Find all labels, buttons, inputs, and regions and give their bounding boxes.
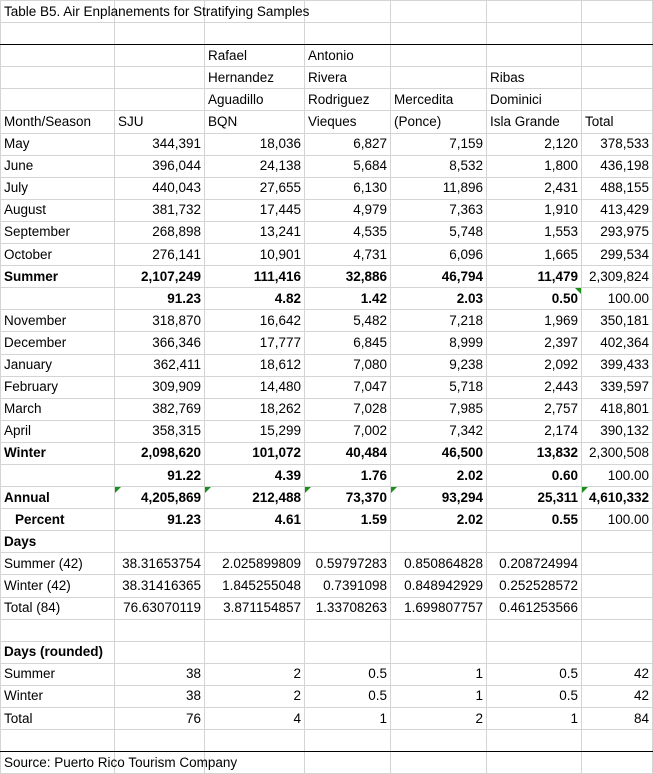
table-cell[interactable] xyxy=(1,619,115,641)
table-cell[interactable]: 7,159 xyxy=(391,133,487,155)
table-cell[interactable]: 7,218 xyxy=(391,310,487,332)
table-cell[interactable]: 1 xyxy=(487,708,582,730)
cell-value: 93,294 xyxy=(441,489,483,505)
formula-warning-marker xyxy=(575,288,581,294)
table-cell[interactable]: Total (84) xyxy=(1,597,115,619)
table-cell[interactable]: September xyxy=(1,221,115,243)
table-cell[interactable]: 2 xyxy=(205,685,305,707)
table-cell[interactable]: Source: Puerto Rico Tourism Company xyxy=(1,752,115,774)
table-cell[interactable] xyxy=(582,641,653,663)
table-cell[interactable] xyxy=(582,531,653,553)
table-cell[interactable]: 2,107,249 xyxy=(115,266,205,288)
table-cell[interactable]: 14,480 xyxy=(205,376,305,398)
table-cell[interactable]: 2.025899809 xyxy=(205,553,305,575)
table-cell[interactable] xyxy=(115,752,205,774)
table-cell[interactable]: 2,431 xyxy=(487,177,582,199)
table-cell[interactable]: Dominici xyxy=(487,89,582,111)
table-cell[interactable]: 2,443 xyxy=(487,376,582,398)
table-cell[interactable] xyxy=(487,1,582,23)
table-cell[interactable]: 32,886 xyxy=(305,266,391,288)
table-cell[interactable]: 5,482 xyxy=(305,310,391,332)
table-cell[interactable] xyxy=(305,1,391,23)
rule-row xyxy=(1,23,653,45)
table-cell[interactable] xyxy=(391,531,487,553)
table-cell[interactable]: 4,535 xyxy=(305,221,391,243)
table-cell[interactable]: May xyxy=(1,133,115,155)
table-cell[interactable]: 1,800 xyxy=(487,155,582,177)
table-cell[interactable] xyxy=(582,752,653,774)
table-cell[interactable]: Aguadillo xyxy=(205,89,305,111)
table-cell[interactable]: 344,391 xyxy=(115,133,205,155)
table-cell[interactable] xyxy=(582,730,653,752)
table-cell[interactable]: January xyxy=(1,354,115,376)
table-cell[interactable]: Rafael xyxy=(205,45,305,67)
table-row xyxy=(1,376,653,398)
table-cell[interactable] xyxy=(391,23,487,45)
table-cell[interactable]: 46,500 xyxy=(391,442,487,464)
winter-total-row xyxy=(1,442,653,464)
table-cell[interactable]: 299,534 xyxy=(582,244,653,266)
table-cell[interactable]: Antonio xyxy=(305,45,391,67)
table-cell[interactable] xyxy=(205,487,305,509)
table-cell[interactable]: 0.5 xyxy=(305,685,391,707)
table-cell[interactable]: 42 xyxy=(582,663,653,685)
source-row xyxy=(1,752,653,774)
table-cell[interactable]: 1 xyxy=(391,663,487,685)
table-cell[interactable] xyxy=(305,531,391,553)
table-cell[interactable] xyxy=(391,45,487,67)
table-cell[interactable]: 100.00 xyxy=(582,509,653,531)
table-cell[interactable] xyxy=(582,597,653,619)
table-cell[interactable] xyxy=(582,487,653,509)
table-row xyxy=(1,553,653,575)
table-cell[interactable]: Summer xyxy=(1,663,115,685)
table-cell[interactable]: 40,484 xyxy=(305,442,391,464)
table-cell[interactable]: 268,898 xyxy=(115,221,205,243)
table-cell[interactable]: October xyxy=(1,244,115,266)
table-cell[interactable] xyxy=(1,730,115,752)
table-cell[interactable]: 5,748 xyxy=(391,221,487,243)
cell-value: 73,370 xyxy=(345,489,387,505)
table-cell[interactable] xyxy=(305,23,391,45)
table-cell[interactable]: 91.22 xyxy=(115,464,205,486)
table-cell[interactable]: 6,130 xyxy=(305,177,391,199)
table-cell[interactable]: 0.7391098 xyxy=(305,575,391,597)
table-cell[interactable]: 8,999 xyxy=(391,332,487,354)
table-cell[interactable]: 0.55 xyxy=(487,509,582,531)
table-cell[interactable]: 390,132 xyxy=(582,420,653,442)
cell-value: 212,488 xyxy=(252,489,301,505)
table-cell[interactable] xyxy=(391,487,487,509)
table-cell[interactable]: Days xyxy=(1,531,115,553)
table-cell[interactable]: 16,642 xyxy=(205,310,305,332)
table-cell[interactable]: 276,141 xyxy=(115,244,205,266)
table-cell[interactable]: 6,096 xyxy=(391,244,487,266)
table-cell[interactable]: 91.23 xyxy=(115,288,205,310)
table-row xyxy=(1,398,653,420)
spacer-row xyxy=(1,619,653,641)
table-cell[interactable]: 318,870 xyxy=(115,310,205,332)
table-cell[interactable]: Month/Season xyxy=(1,111,115,133)
table-cell[interactable]: 1,553 xyxy=(487,221,582,243)
table-cell[interactable]: Table B5. Air Enplanements for Stratifying Samples xyxy=(1,1,115,23)
table-cell[interactable]: Vieques xyxy=(305,111,391,133)
table-row xyxy=(1,221,653,243)
header-row xyxy=(1,89,653,111)
table-cell[interactable]: 2,309,824 xyxy=(582,266,653,288)
table-cell[interactable]: 5,718 xyxy=(391,376,487,398)
table-cell[interactable] xyxy=(1,89,115,111)
table-cell[interactable]: 13,832 xyxy=(487,442,582,464)
table-cell[interactable]: 9,238 xyxy=(391,354,487,376)
table-cell[interactable]: 0.461253566 xyxy=(487,597,582,619)
table-cell[interactable]: 6,845 xyxy=(305,332,391,354)
table-cell[interactable]: 1.76 xyxy=(305,464,391,486)
table-cell[interactable]: 0.59797283 xyxy=(305,553,391,575)
table-cell[interactable]: 1.33708263 xyxy=(305,597,391,619)
table-cell[interactable]: February xyxy=(1,376,115,398)
formula-warning-marker xyxy=(582,487,588,493)
table-cell[interactable]: Summer xyxy=(1,266,115,288)
table-cell[interactable]: 76 xyxy=(115,708,205,730)
table-cell[interactable] xyxy=(391,752,487,774)
table-row xyxy=(1,354,653,376)
table-cell[interactable]: 10,901 xyxy=(205,244,305,266)
table-cell[interactable] xyxy=(582,1,653,23)
table-cell[interactable]: 0.252528572 xyxy=(487,575,582,597)
table-cell[interactable]: Hernandez xyxy=(205,67,305,89)
table-cell[interactable]: Days (rounded) xyxy=(1,641,115,663)
header-row xyxy=(1,45,653,67)
table-cell[interactable]: 1,910 xyxy=(487,199,582,221)
table-cell[interactable]: 38.31653754 xyxy=(115,553,205,575)
table-cell[interactable]: 42 xyxy=(582,685,653,707)
table-cell[interactable]: Ribas xyxy=(487,67,582,89)
table-cell[interactable]: 46,794 xyxy=(391,266,487,288)
table-cell[interactable] xyxy=(305,641,391,663)
header-row xyxy=(1,67,653,89)
table-cell[interactable]: 38 xyxy=(115,663,205,685)
table-cell[interactable] xyxy=(205,641,305,663)
table-cell[interactable]: 378,533 xyxy=(582,133,653,155)
table-cell[interactable] xyxy=(305,730,391,752)
table-row xyxy=(1,310,653,332)
table-cell[interactable]: 7,342 xyxy=(391,420,487,442)
table-cell[interactable] xyxy=(582,619,653,641)
table-cell[interactable]: 2 xyxy=(205,663,305,685)
table-cell[interactable] xyxy=(487,619,582,641)
table-cell[interactable] xyxy=(391,619,487,641)
table-cell[interactable] xyxy=(115,619,205,641)
table-cell[interactable] xyxy=(1,67,115,89)
table-cell[interactable] xyxy=(487,45,582,67)
table-cell[interactable]: 5,684 xyxy=(305,155,391,177)
table-cell[interactable]: 488,155 xyxy=(582,177,653,199)
table-cell[interactable] xyxy=(115,730,205,752)
table-cell[interactable] xyxy=(115,641,205,663)
table-cell[interactable] xyxy=(582,89,653,111)
annual-row xyxy=(1,487,653,509)
table-cell[interactable]: 381,732 xyxy=(115,199,205,221)
table-cell[interactable]: April xyxy=(1,420,115,442)
table-cell[interactable]: 18,262 xyxy=(205,398,305,420)
table-cell[interactable]: Total xyxy=(1,708,115,730)
table-row xyxy=(1,597,653,619)
table-cell[interactable] xyxy=(115,1,205,23)
days-heading-row xyxy=(1,531,653,553)
table-cell[interactable]: 7,002 xyxy=(305,420,391,442)
table-cell[interactable]: 111,416 xyxy=(205,266,305,288)
table-cell[interactable]: (Ponce) xyxy=(391,111,487,133)
table-cell[interactable] xyxy=(1,23,115,45)
table-cell[interactable]: 2.03 xyxy=(391,288,487,310)
table-cell[interactable]: 309,909 xyxy=(115,376,205,398)
table-cell[interactable] xyxy=(205,531,305,553)
table-cell[interactable]: 399,433 xyxy=(582,354,653,376)
table-cell[interactable]: 0.848942929 xyxy=(391,575,487,597)
table-cell[interactable]: 440,043 xyxy=(115,177,205,199)
table-cell[interactable] xyxy=(305,619,391,641)
table-row xyxy=(1,575,653,597)
table-cell[interactable]: 2,092 xyxy=(487,354,582,376)
cell-value: 4,205,869 xyxy=(140,489,201,505)
summer-percent-row xyxy=(1,288,653,310)
table-cell[interactable]: 293,975 xyxy=(582,221,653,243)
cell-value: 4,610,332 xyxy=(588,489,649,505)
table-cell[interactable]: 2,120 xyxy=(487,133,582,155)
table-cell[interactable]: Percent xyxy=(1,509,115,531)
table-cell[interactable]: 76.63070119 xyxy=(115,597,205,619)
table-cell[interactable]: 0.5 xyxy=(305,663,391,685)
table-cell[interactable]: 13,241 xyxy=(205,221,305,243)
table-cell[interactable]: 17,777 xyxy=(205,332,305,354)
table-cell[interactable]: 2,174 xyxy=(487,420,582,442)
table-cell[interactable] xyxy=(205,752,305,774)
table-cell[interactable]: 100.00 xyxy=(582,288,653,310)
cell-value: 0.50 xyxy=(551,290,578,306)
table-cell[interactable]: 24,138 xyxy=(205,155,305,177)
table-cell[interactable]: 1 xyxy=(305,708,391,730)
table-row xyxy=(1,420,653,442)
table-cell[interactable]: BQN xyxy=(205,111,305,133)
table-cell[interactable] xyxy=(115,67,205,89)
table-cell[interactable]: 0.208724994 xyxy=(487,553,582,575)
table-cell[interactable]: 38 xyxy=(115,685,205,707)
table-cell[interactable]: 3.871154857 xyxy=(205,597,305,619)
table-cell[interactable] xyxy=(582,23,653,45)
table-cell[interactable]: July xyxy=(1,177,115,199)
table-cell[interactable]: 436,198 xyxy=(582,155,653,177)
table-cell[interactable]: Annual xyxy=(1,487,115,509)
table-cell[interactable]: 1 xyxy=(391,685,487,707)
table-cell[interactable]: 396,044 xyxy=(115,155,205,177)
table-cell[interactable] xyxy=(1,288,115,310)
table-row xyxy=(1,199,653,221)
table-cell[interactable]: 17,445 xyxy=(205,199,305,221)
table-cell[interactable]: 4,979 xyxy=(305,199,391,221)
table-cell[interactable] xyxy=(391,730,487,752)
table-cell[interactable]: 100.00 xyxy=(582,464,653,486)
table-cell[interactable]: 91.23 xyxy=(115,509,205,531)
table-cell[interactable]: 0.60 xyxy=(487,464,582,486)
table-cell[interactable]: 2,300,508 xyxy=(582,442,653,464)
table-cell[interactable]: 38.31416365 xyxy=(115,575,205,597)
table-cell[interactable]: 418,801 xyxy=(582,398,653,420)
table-cell[interactable]: Summer (42) xyxy=(1,553,115,575)
table-cell[interactable] xyxy=(1,464,115,486)
table-cell[interactable] xyxy=(305,752,391,774)
winter-percent-row xyxy=(1,464,653,486)
table-cell[interactable] xyxy=(115,487,205,509)
table-cell[interactable]: 1,665 xyxy=(487,244,582,266)
table-cell[interactable]: 4.61 xyxy=(205,509,305,531)
table-cell[interactable]: 0.5 xyxy=(487,685,582,707)
table-cell[interactable] xyxy=(305,487,391,509)
table-cell[interactable]: 413,429 xyxy=(582,199,653,221)
table-cell[interactable]: 358,315 xyxy=(115,420,205,442)
table-cell[interactable]: 2.02 xyxy=(391,464,487,486)
table-cell[interactable] xyxy=(582,575,653,597)
table-cell[interactable] xyxy=(205,619,305,641)
table-cell[interactable]: 6,827 xyxy=(305,133,391,155)
table-cell[interactable]: 11,479 xyxy=(487,266,582,288)
annual-percent-row xyxy=(1,509,653,531)
table-cell[interactable] xyxy=(487,752,582,774)
table-cell[interactable] xyxy=(115,23,205,45)
table-cell[interactable] xyxy=(582,45,653,67)
table-cell[interactable] xyxy=(582,67,653,89)
table-cell[interactable]: Mercedita xyxy=(391,89,487,111)
table-cell[interactable] xyxy=(205,730,305,752)
table-cell[interactable]: SJU xyxy=(115,111,205,133)
table-cell[interactable]: 1.59 xyxy=(305,509,391,531)
summer-total-row xyxy=(1,266,653,288)
table-row xyxy=(1,155,653,177)
table-cell[interactable]: Rivera xyxy=(305,67,391,89)
table-cell[interactable]: Winter xyxy=(1,442,115,464)
table-cell[interactable] xyxy=(582,553,653,575)
table-cell[interactable] xyxy=(487,531,582,553)
table-cell[interactable]: 7,047 xyxy=(305,376,391,398)
table-cell[interactable]: 0.850864828 xyxy=(391,553,487,575)
table-cell[interactable]: 0.5 xyxy=(487,663,582,685)
table-cell[interactable]: 101,072 xyxy=(205,442,305,464)
table-row xyxy=(1,332,653,354)
table-cell[interactable]: 2.02 xyxy=(391,509,487,531)
table-cell[interactable]: December xyxy=(1,332,115,354)
table-cell[interactable]: 1,969 xyxy=(487,310,582,332)
table-cell[interactable]: 4,731 xyxy=(305,244,391,266)
table-cell[interactable]: 1.42 xyxy=(305,288,391,310)
table-cell[interactable]: Rodriguez xyxy=(305,89,391,111)
table-cell[interactable]: 4.39 xyxy=(205,464,305,486)
formula-warning-marker xyxy=(391,487,397,493)
table-cell[interactable]: 2,757 xyxy=(487,398,582,420)
table-cell[interactable]: 382,769 xyxy=(115,398,205,420)
table-cell[interactable]: 1.845255048 xyxy=(205,575,305,597)
table-cell[interactable]: March xyxy=(1,398,115,420)
table-cell[interactable]: 2,397 xyxy=(487,332,582,354)
rule-row xyxy=(1,730,653,752)
table-cell[interactable]: 7,363 xyxy=(391,199,487,221)
table-row xyxy=(1,177,653,199)
table-cell[interactable]: 7,985 xyxy=(391,398,487,420)
table-cell[interactable] xyxy=(487,23,582,45)
table-cell[interactable]: 25,311 xyxy=(487,487,582,509)
table-cell[interactable]: Winter (42) xyxy=(1,575,115,597)
table-row xyxy=(1,663,653,685)
table-cell[interactable]: Total xyxy=(582,111,653,133)
table-cell[interactable]: 8,532 xyxy=(391,155,487,177)
table-row xyxy=(1,133,653,155)
table-cell[interactable] xyxy=(391,67,487,89)
table-cell[interactable]: 4 xyxy=(205,708,305,730)
table-cell[interactable]: 18,612 xyxy=(205,354,305,376)
table-cell[interactable] xyxy=(115,45,205,67)
table-cell[interactable]: 366,346 xyxy=(115,332,205,354)
table-cell[interactable] xyxy=(205,1,305,23)
table-cell[interactable]: August xyxy=(1,199,115,221)
table-cell[interactable]: 2 xyxy=(391,708,487,730)
table-row xyxy=(1,708,653,730)
table-cell[interactable]: 350,181 xyxy=(582,310,653,332)
table-cell[interactable] xyxy=(115,89,205,111)
table-cell[interactable]: 27,655 xyxy=(205,177,305,199)
table-row xyxy=(1,685,653,707)
table-cell[interactable]: 7,028 xyxy=(305,398,391,420)
header-row xyxy=(1,111,653,133)
table-cell[interactable]: Winter xyxy=(1,685,115,707)
table-cell[interactable]: 11,896 xyxy=(391,177,487,199)
table-cell[interactable]: 402,364 xyxy=(582,332,653,354)
days-rounded-heading-row xyxy=(1,641,653,663)
table-cell[interactable] xyxy=(391,1,487,23)
formula-warning-marker xyxy=(305,487,311,493)
table-cell[interactable] xyxy=(115,531,205,553)
table-cell[interactable]: 1.699807757 xyxy=(391,597,487,619)
table-cell[interactable] xyxy=(487,641,582,663)
table-cell[interactable]: 362,411 xyxy=(115,354,205,376)
table-cell[interactable] xyxy=(391,641,487,663)
table-cell[interactable]: 2,098,620 xyxy=(115,442,205,464)
table-title-row xyxy=(1,1,653,23)
table-cell[interactable] xyxy=(487,730,582,752)
table-cell[interactable]: 7,080 xyxy=(305,354,391,376)
table-cell[interactable]: November xyxy=(1,310,115,332)
table-cell[interactable]: 18,036 xyxy=(205,133,305,155)
table-cell[interactable] xyxy=(1,45,115,67)
table-cell[interactable]: 84 xyxy=(582,708,653,730)
table-cell[interactable] xyxy=(205,23,305,45)
table-cell[interactable]: 339,597 xyxy=(582,376,653,398)
formula-warning-marker xyxy=(205,487,211,493)
table-row xyxy=(1,244,653,266)
table-cell[interactable]: 4.82 xyxy=(205,288,305,310)
table-cell[interactable] xyxy=(487,288,582,310)
table-cell[interactable]: June xyxy=(1,155,115,177)
formula-warning-marker xyxy=(115,487,121,493)
table-cell[interactable]: Isla Grande xyxy=(487,111,582,133)
table-cell[interactable]: 15,299 xyxy=(205,420,305,442)
